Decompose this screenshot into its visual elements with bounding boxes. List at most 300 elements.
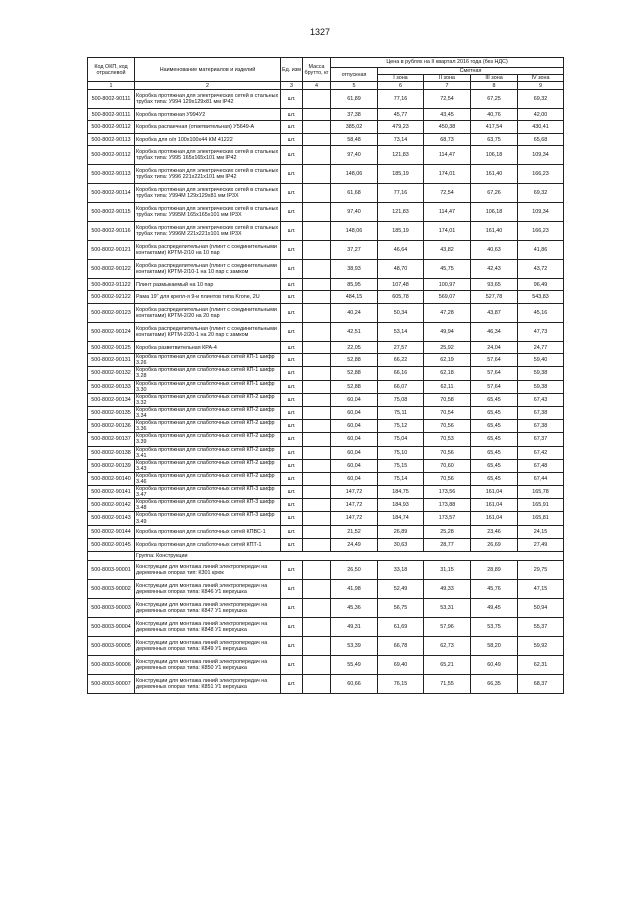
col-num: 7 [424, 82, 471, 90]
table-row [88, 674, 564, 693]
row-unit: шт. [281, 525, 303, 538]
table-row [88, 617, 564, 636]
row-code: 500-8002-90113 [88, 165, 135, 184]
row-mass [303, 165, 331, 184]
row-price-zone-2: 57,96 [424, 617, 471, 636]
row-price-zone-2: 68,73 [424, 134, 471, 146]
row-price-zone-4: 67,44 [518, 472, 564, 485]
row-price-release: 61,89 [331, 90, 378, 109]
table-row [88, 655, 564, 674]
table-row [88, 260, 564, 279]
row-price-release: 147,72 [331, 512, 378, 525]
row-price-zone-2: 53,31 [424, 598, 471, 617]
row-price-zone-3: 65,45 [471, 472, 518, 485]
row-price-zone-2: 62,11 [424, 380, 471, 393]
row-code: 500-8002-90121 [88, 241, 135, 260]
row-name: Коробка протяжная для электрических сетей в стальных трубах типа: У995 165x165x101 мм IP42 [135, 146, 281, 165]
row-code: 500-8003-90006 [88, 655, 135, 674]
row-price-zone-2: 71,55 [424, 674, 471, 693]
header-zone-2: II зона [424, 75, 471, 82]
row-unit: шт. [281, 291, 303, 304]
col-num: 8 [471, 82, 518, 90]
row-price-zone-1: 45,77 [378, 109, 424, 121]
col-num: 6 [378, 82, 424, 90]
row-mass [303, 525, 331, 538]
group-row [88, 551, 564, 560]
row-unit: шт. [281, 636, 303, 655]
table-row [88, 203, 564, 222]
row-price-zone-3: 40,63 [471, 241, 518, 260]
row-price-release: 22,05 [331, 342, 378, 354]
row-unit: шт. [281, 109, 303, 121]
row-mass [303, 146, 331, 165]
header-mass: Масса брутто, кг [303, 58, 331, 82]
row-price-zone-1: 50,34 [378, 304, 424, 323]
row-code: 500-8003-90001 [88, 560, 135, 579]
row-name: Коробка протяжная для слаботочных сетей КП-1 шифр 3.30 [135, 380, 281, 393]
row-price-zone-4: 543,83 [518, 291, 564, 304]
row-price-zone-4: 68,37 [518, 674, 564, 693]
row-unit: шт. [281, 121, 303, 134]
row-price-zone-2: 173,57 [424, 512, 471, 525]
row-price-zone-2: 100,97 [424, 279, 471, 291]
row-price-release: 52,88 [331, 380, 378, 393]
row-code: 500-8002-92122 [88, 291, 135, 304]
row-name: Коробка протяжная для электрических сетей в стальных трубах типа: У995М 165x165x101 мм IP3Х [135, 203, 281, 222]
row-mass [303, 134, 331, 146]
row-code: 500-8002-90125 [88, 342, 135, 354]
row-name: Коробка для о/п 100x100x44 КМ 41222 [135, 134, 281, 146]
row-price-zone-2: 70,54 [424, 406, 471, 419]
row-mass [303, 90, 331, 109]
row-price-zone-3: 106,18 [471, 146, 518, 165]
col-num: 4 [303, 82, 331, 90]
row-name: Коробка протяжная У994У2 [135, 109, 281, 121]
row-name: Конструкции для монтажа линий электропередач на деревянных опорах типа: К846 У1 верхушка [135, 579, 281, 598]
row-price-zone-1: 66,22 [378, 354, 424, 367]
row-code: 500-8002-90112 [88, 146, 135, 165]
row-price-zone-1: 46,64 [378, 241, 424, 260]
row-price-release: 38,93 [331, 260, 378, 279]
row-code: 500-8002-90132 [88, 367, 135, 380]
row-unit: шт. [281, 380, 303, 393]
row-price-zone-3: 527,78 [471, 291, 518, 304]
table-body-constructions [88, 560, 564, 693]
row-price-zone-2: 25,92 [424, 342, 471, 354]
row-code: 500-8002-90113 [88, 134, 135, 146]
table-row [88, 184, 564, 203]
row-name: Плинт размыкаемый на 10 пар [135, 279, 281, 291]
row-price-zone-2: 72,54 [424, 184, 471, 203]
row-unit: шт. [281, 579, 303, 598]
row-code: 500-8002-90111 [88, 109, 135, 121]
row-price-zone-1: 184,75 [378, 486, 424, 499]
col-num: 2 [135, 82, 281, 90]
row-price-zone-3: 40,76 [471, 109, 518, 121]
row-price-zone-3: 43,87 [471, 304, 518, 323]
row-price-release: 49,31 [331, 617, 378, 636]
row-price-zone-3: 45,76 [471, 579, 518, 598]
row-price-zone-1: 75,14 [378, 472, 424, 485]
row-price-zone-3: 46,34 [471, 323, 518, 342]
row-price-release: 147,72 [331, 499, 378, 512]
row-price-zone-3: 65,45 [471, 420, 518, 433]
row-mass [303, 579, 331, 598]
row-code: 500-8002-90143 [88, 512, 135, 525]
row-mass [303, 459, 331, 472]
row-price-zone-2: 28,77 [424, 538, 471, 551]
row-price-zone-2: 114,47 [424, 146, 471, 165]
row-price-zone-1: 121,83 [378, 203, 424, 222]
row-price-zone-3: 23,46 [471, 525, 518, 538]
row-price-release: 26,50 [331, 560, 378, 579]
table-row [88, 109, 564, 121]
row-price-zone-3: 417,54 [471, 121, 518, 134]
row-price-zone-4: 47,73 [518, 323, 564, 342]
row-price-zone-4: 67,42 [518, 446, 564, 459]
row-price-zone-1: 184,74 [378, 512, 424, 525]
row-price-zone-1: 75,04 [378, 433, 424, 446]
row-price-zone-1: 61,69 [378, 617, 424, 636]
row-price-release: 41,98 [331, 579, 378, 598]
row-price-zone-3: 93,65 [471, 279, 518, 291]
header-code: Код ОКП, код отраслевой [88, 58, 135, 82]
row-mass [303, 674, 331, 693]
row-unit: шт. [281, 560, 303, 579]
row-price-zone-1: 33,18 [378, 560, 424, 579]
row-price-release: 60,04 [331, 420, 378, 433]
row-price-zone-4: 50,94 [518, 598, 564, 617]
row-name: Коробка протяжная для электрических сетей в стальных трубах типа: У994М 129x129x81 мм IP3Х [135, 184, 281, 203]
row-price-zone-3: 161,40 [471, 222, 518, 241]
row-price-zone-3: 58,20 [471, 636, 518, 655]
row-price-release: 60,66 [331, 674, 378, 693]
header-name: Наименование материалов и изделий [135, 58, 281, 82]
group-label: Группа: Конструкции [135, 551, 564, 560]
row-price-zone-1: 52,49 [378, 579, 424, 598]
table-row [88, 499, 564, 512]
header-release: отпускная [331, 68, 378, 82]
row-unit: шт. [281, 393, 303, 406]
header-unit: Ед. изм [281, 58, 303, 82]
table-row [88, 560, 564, 579]
row-unit: шт. [281, 420, 303, 433]
row-unit: шт. [281, 241, 303, 260]
row-unit: шт. [281, 367, 303, 380]
row-name: Конструкции для монтажа линий электропередач на деревянных опорах типа: К851 У1 верхушка [135, 674, 281, 693]
row-price-release: 60,04 [331, 406, 378, 419]
row-price-zone-2: 62,19 [424, 354, 471, 367]
row-unit: шт. [281, 512, 303, 525]
row-price-zone-2: 70,56 [424, 472, 471, 485]
table-row [88, 486, 564, 499]
row-name: Коробка протяжная для электрических сетей в стальных трубах типа: У996М 221x221x101 мм IP3Х [135, 222, 281, 241]
row-price-zone-1: 75,10 [378, 446, 424, 459]
row-name: Коробка протяжная для слаботочных сетей КП-2 шифр 3.43 [135, 459, 281, 472]
row-price-zone-2: 49,33 [424, 579, 471, 598]
row-price-zone-3: 161,04 [471, 486, 518, 499]
table-row [88, 291, 564, 304]
row-price-zone-2: 70,56 [424, 420, 471, 433]
row-unit: шт. [281, 617, 303, 636]
table-row [88, 121, 564, 134]
row-price-zone-4: 59,92 [518, 636, 564, 655]
row-price-release: 21,52 [331, 525, 378, 538]
row-mass [303, 260, 331, 279]
row-code: 500-8002-90139 [88, 459, 135, 472]
row-code: 500-8003-90007 [88, 674, 135, 693]
row-name: Коробка разветвительная КРА-4 [135, 342, 281, 354]
row-mass [303, 446, 331, 459]
row-price-release: 148,06 [331, 222, 378, 241]
row-price-zone-1: 185,19 [378, 222, 424, 241]
table-row [88, 446, 564, 459]
row-price-zone-3: 65,45 [471, 406, 518, 419]
row-price-zone-1: 75,08 [378, 393, 424, 406]
row-unit: шт. [281, 90, 303, 109]
row-code: 500-8002-90141 [88, 486, 135, 499]
row-price-zone-4: 43,72 [518, 260, 564, 279]
row-price-release: 40,24 [331, 304, 378, 323]
row-price-zone-2: 174,01 [424, 165, 471, 184]
header-price-title: Цена в рублях на II квартал 2016 года (без НДС) [331, 58, 564, 68]
row-price-zone-3: 24,04 [471, 342, 518, 354]
row-code: 500-8002-90134 [88, 393, 135, 406]
row-price-zone-1: 75,12 [378, 420, 424, 433]
row-price-release: 147,72 [331, 486, 378, 499]
row-price-release: 55,49 [331, 655, 378, 674]
row-price-zone-4: 67,37 [518, 433, 564, 446]
row-code: 500-8002-90145 [88, 538, 135, 551]
row-price-release: 37,27 [331, 241, 378, 260]
header-zone-4: IV зона [518, 75, 564, 82]
row-code: 500-8003-90005 [88, 636, 135, 655]
row-price-release: 52,88 [331, 367, 378, 380]
row-price-zone-3: 57,64 [471, 367, 518, 380]
row-name: Коробка протяжная для слаботочных сетей КП-2 шифр 3.46 [135, 472, 281, 485]
row-price-zone-4: 109,34 [518, 146, 564, 165]
row-name: Коробка протяжная для электрических сетей в стальных трубах типа: У996 221x221x101 мм IP42 [135, 165, 281, 184]
row-price-zone-4: 430,41 [518, 121, 564, 134]
row-price-zone-3: 65,45 [471, 393, 518, 406]
row-price-zone-1: 66,16 [378, 367, 424, 380]
row-price-zone-4: 29,75 [518, 560, 564, 579]
row-price-zone-1: 30,63 [378, 538, 424, 551]
row-price-zone-4: 96,49 [518, 279, 564, 291]
row-mass [303, 121, 331, 134]
row-mass [303, 617, 331, 636]
header-estimate: Сметная [378, 68, 564, 75]
row-mass [303, 342, 331, 354]
row-name: Коробка протяжная для слаботочных сетей КП-3 шифр 3.47 [135, 486, 281, 499]
row-mass [303, 323, 331, 342]
row-mass [303, 598, 331, 617]
row-price-zone-1: 107,48 [378, 279, 424, 291]
row-code: 500-8002-90136 [88, 420, 135, 433]
table-row [88, 380, 564, 393]
row-name: Коробка протяжная для слаботочных сетей КПТ-1 [135, 538, 281, 551]
row-price-release: 148,06 [331, 165, 378, 184]
row-price-zone-3: 65,45 [471, 433, 518, 446]
row-code: 500-8002-90131 [88, 354, 135, 367]
row-price-zone-2: 70,56 [424, 446, 471, 459]
table-row [88, 472, 564, 485]
row-price-zone-1: 76,15 [378, 674, 424, 693]
row-price-release: 53,39 [331, 636, 378, 655]
row-price-zone-4: 27,49 [518, 538, 564, 551]
row-price-zone-2: 25,28 [424, 525, 471, 538]
row-price-zone-3: 26,69 [471, 538, 518, 551]
row-price-release: 45,36 [331, 598, 378, 617]
row-price-zone-4: 24,77 [518, 342, 564, 354]
row-price-zone-3: 65,45 [471, 459, 518, 472]
row-price-zone-1: 77,16 [378, 90, 424, 109]
row-price-zone-3: 42,43 [471, 260, 518, 279]
col-num: 9 [518, 82, 564, 90]
table-row [88, 134, 564, 146]
row-price-zone-4: 165,78 [518, 486, 564, 499]
row-price-zone-4: 69,32 [518, 184, 564, 203]
table-row [88, 222, 564, 241]
row-unit: шт. [281, 655, 303, 674]
row-price-zone-1: 69,40 [378, 655, 424, 674]
row-code: 500-8002-90138 [88, 446, 135, 459]
row-price-zone-3: 65,45 [471, 446, 518, 459]
row-name: Коробка протяжная для электрических сетей в стальных трубах типа: У994 129x129x81 мм IP42 [135, 90, 281, 109]
row-unit: шт. [281, 406, 303, 419]
page-number: 1327 [309, 27, 331, 37]
row-price-zone-4: 67,43 [518, 393, 564, 406]
row-mass [303, 279, 331, 291]
row-price-zone-1: 75,15 [378, 459, 424, 472]
row-mass [303, 109, 331, 121]
row-price-release: 60,04 [331, 393, 378, 406]
table-row [88, 165, 564, 184]
row-price-zone-3: 161,04 [471, 512, 518, 525]
row-code: 500-8002-90135 [88, 406, 135, 419]
col-num: 1 [88, 82, 135, 90]
row-price-zone-3: 67,26 [471, 184, 518, 203]
row-mass [303, 291, 331, 304]
row-price-release: 60,04 [331, 459, 378, 472]
row-unit: шт. [281, 486, 303, 499]
row-price-release: 60,04 [331, 446, 378, 459]
col-num: 5 [331, 82, 378, 90]
row-price-zone-4: 69,32 [518, 90, 564, 109]
row-unit: шт. [281, 165, 303, 184]
row-unit: шт. [281, 446, 303, 459]
row-price-zone-2: 62,73 [424, 636, 471, 655]
row-unit: шт. [281, 472, 303, 485]
row-price-zone-2: 114,47 [424, 203, 471, 222]
row-price-zone-2: 70,60 [424, 459, 471, 472]
row-price-zone-1: 48,70 [378, 260, 424, 279]
row-price-zone-3: 49,45 [471, 598, 518, 617]
row-mass [303, 433, 331, 446]
row-price-zone-3: 57,64 [471, 380, 518, 393]
table-row [88, 433, 564, 446]
row-mass [303, 380, 331, 393]
row-mass [303, 420, 331, 433]
row-price-zone-2: 173,88 [424, 499, 471, 512]
row-price-zone-2: 174,01 [424, 222, 471, 241]
row-mass [303, 512, 331, 525]
row-code: 500-8002-90111 [88, 90, 135, 109]
row-code: 500-8002-90142 [88, 499, 135, 512]
row-mass [303, 203, 331, 222]
group-section [88, 551, 564, 560]
row-price-zone-1: 26,89 [378, 525, 424, 538]
row-unit: шт. [281, 260, 303, 279]
row-name: Коробка протяжная для слаботочных сетей КП-1 шифр 3.26 [135, 354, 281, 367]
row-price-zone-4: 24,15 [518, 525, 564, 538]
row-mass [303, 655, 331, 674]
header-zone-3: III зона [471, 75, 518, 82]
table-row [88, 354, 564, 367]
row-price-zone-2: 173,56 [424, 486, 471, 499]
row-mass [303, 499, 331, 512]
row-price-release: 58,48 [331, 134, 378, 146]
row-mass [303, 393, 331, 406]
row-code: 500-8002-91122 [88, 279, 135, 291]
row-price-zone-1: 53,14 [378, 323, 424, 342]
row-price-zone-2: 70,53 [424, 433, 471, 446]
row-price-zone-1: 605,78 [378, 291, 424, 304]
table-body-boxes [88, 90, 564, 551]
row-mass [303, 406, 331, 419]
table-row [88, 406, 564, 419]
table-row [88, 241, 564, 260]
row-name: Конструкции для монтажа линий электропередач на деревянных опорах типа: К847 У1 верхушка [135, 598, 281, 617]
table-row [88, 323, 564, 342]
row-code: 500-8003-90004 [88, 617, 135, 636]
row-price-zone-3: 28,89 [471, 560, 518, 579]
column-number-row [88, 82, 564, 90]
row-code: 500-8002-90124 [88, 323, 135, 342]
row-name: Конструкции для монтажа линий электропередач на деревянных опорах типа: К849 У1 верхушка [135, 636, 281, 655]
row-name: Коробка протяжная для слаботочных сетей КП-2 шифр 3.34 [135, 406, 281, 419]
row-code: 500-8002-90122 [88, 260, 135, 279]
row-name: Конструкции для монтажа линий электропередач на деревянных опорах типа: К850 У1 верхушка [135, 655, 281, 674]
row-name: Рама 19" для крепл-я 9-и плинтов типа Krone, 2U [135, 291, 281, 304]
row-price-zone-3: 106,18 [471, 203, 518, 222]
table-row [88, 90, 564, 109]
row-price-release: 37,38 [331, 109, 378, 121]
row-code: 500-8002-90116 [88, 222, 135, 241]
row-price-zone-2: 70,58 [424, 393, 471, 406]
row-code: 500-8003-90003 [88, 598, 135, 617]
row-price-release: 484,15 [331, 291, 378, 304]
table-row [88, 367, 564, 380]
table-row [88, 146, 564, 165]
price-table [87, 57, 564, 694]
row-unit: шт. [281, 203, 303, 222]
row-price-release: 97,40 [331, 146, 378, 165]
row-mass [303, 538, 331, 551]
row-price-zone-2: 569,07 [424, 291, 471, 304]
row-unit: шт. [281, 433, 303, 446]
table-row [88, 342, 564, 354]
row-name: Коробка протяжная для слаботочных сетей КП-2 шифр 3.32 [135, 393, 281, 406]
row-name: Коробка протяжная для слаботочных сетей КП-1 шифр 3.28 [135, 367, 281, 380]
row-name: Конструкции для монтажа линий электропередач на деревянных опорах типа: К848 У1 верхушка [135, 617, 281, 636]
row-price-release: 52,88 [331, 354, 378, 367]
row-price-zone-1: 56,75 [378, 598, 424, 617]
row-price-zone-4: 166,23 [518, 222, 564, 241]
row-price-zone-4: 41,86 [518, 241, 564, 260]
row-code: 500-8002-90114 [88, 184, 135, 203]
row-price-zone-3: 161,04 [471, 499, 518, 512]
